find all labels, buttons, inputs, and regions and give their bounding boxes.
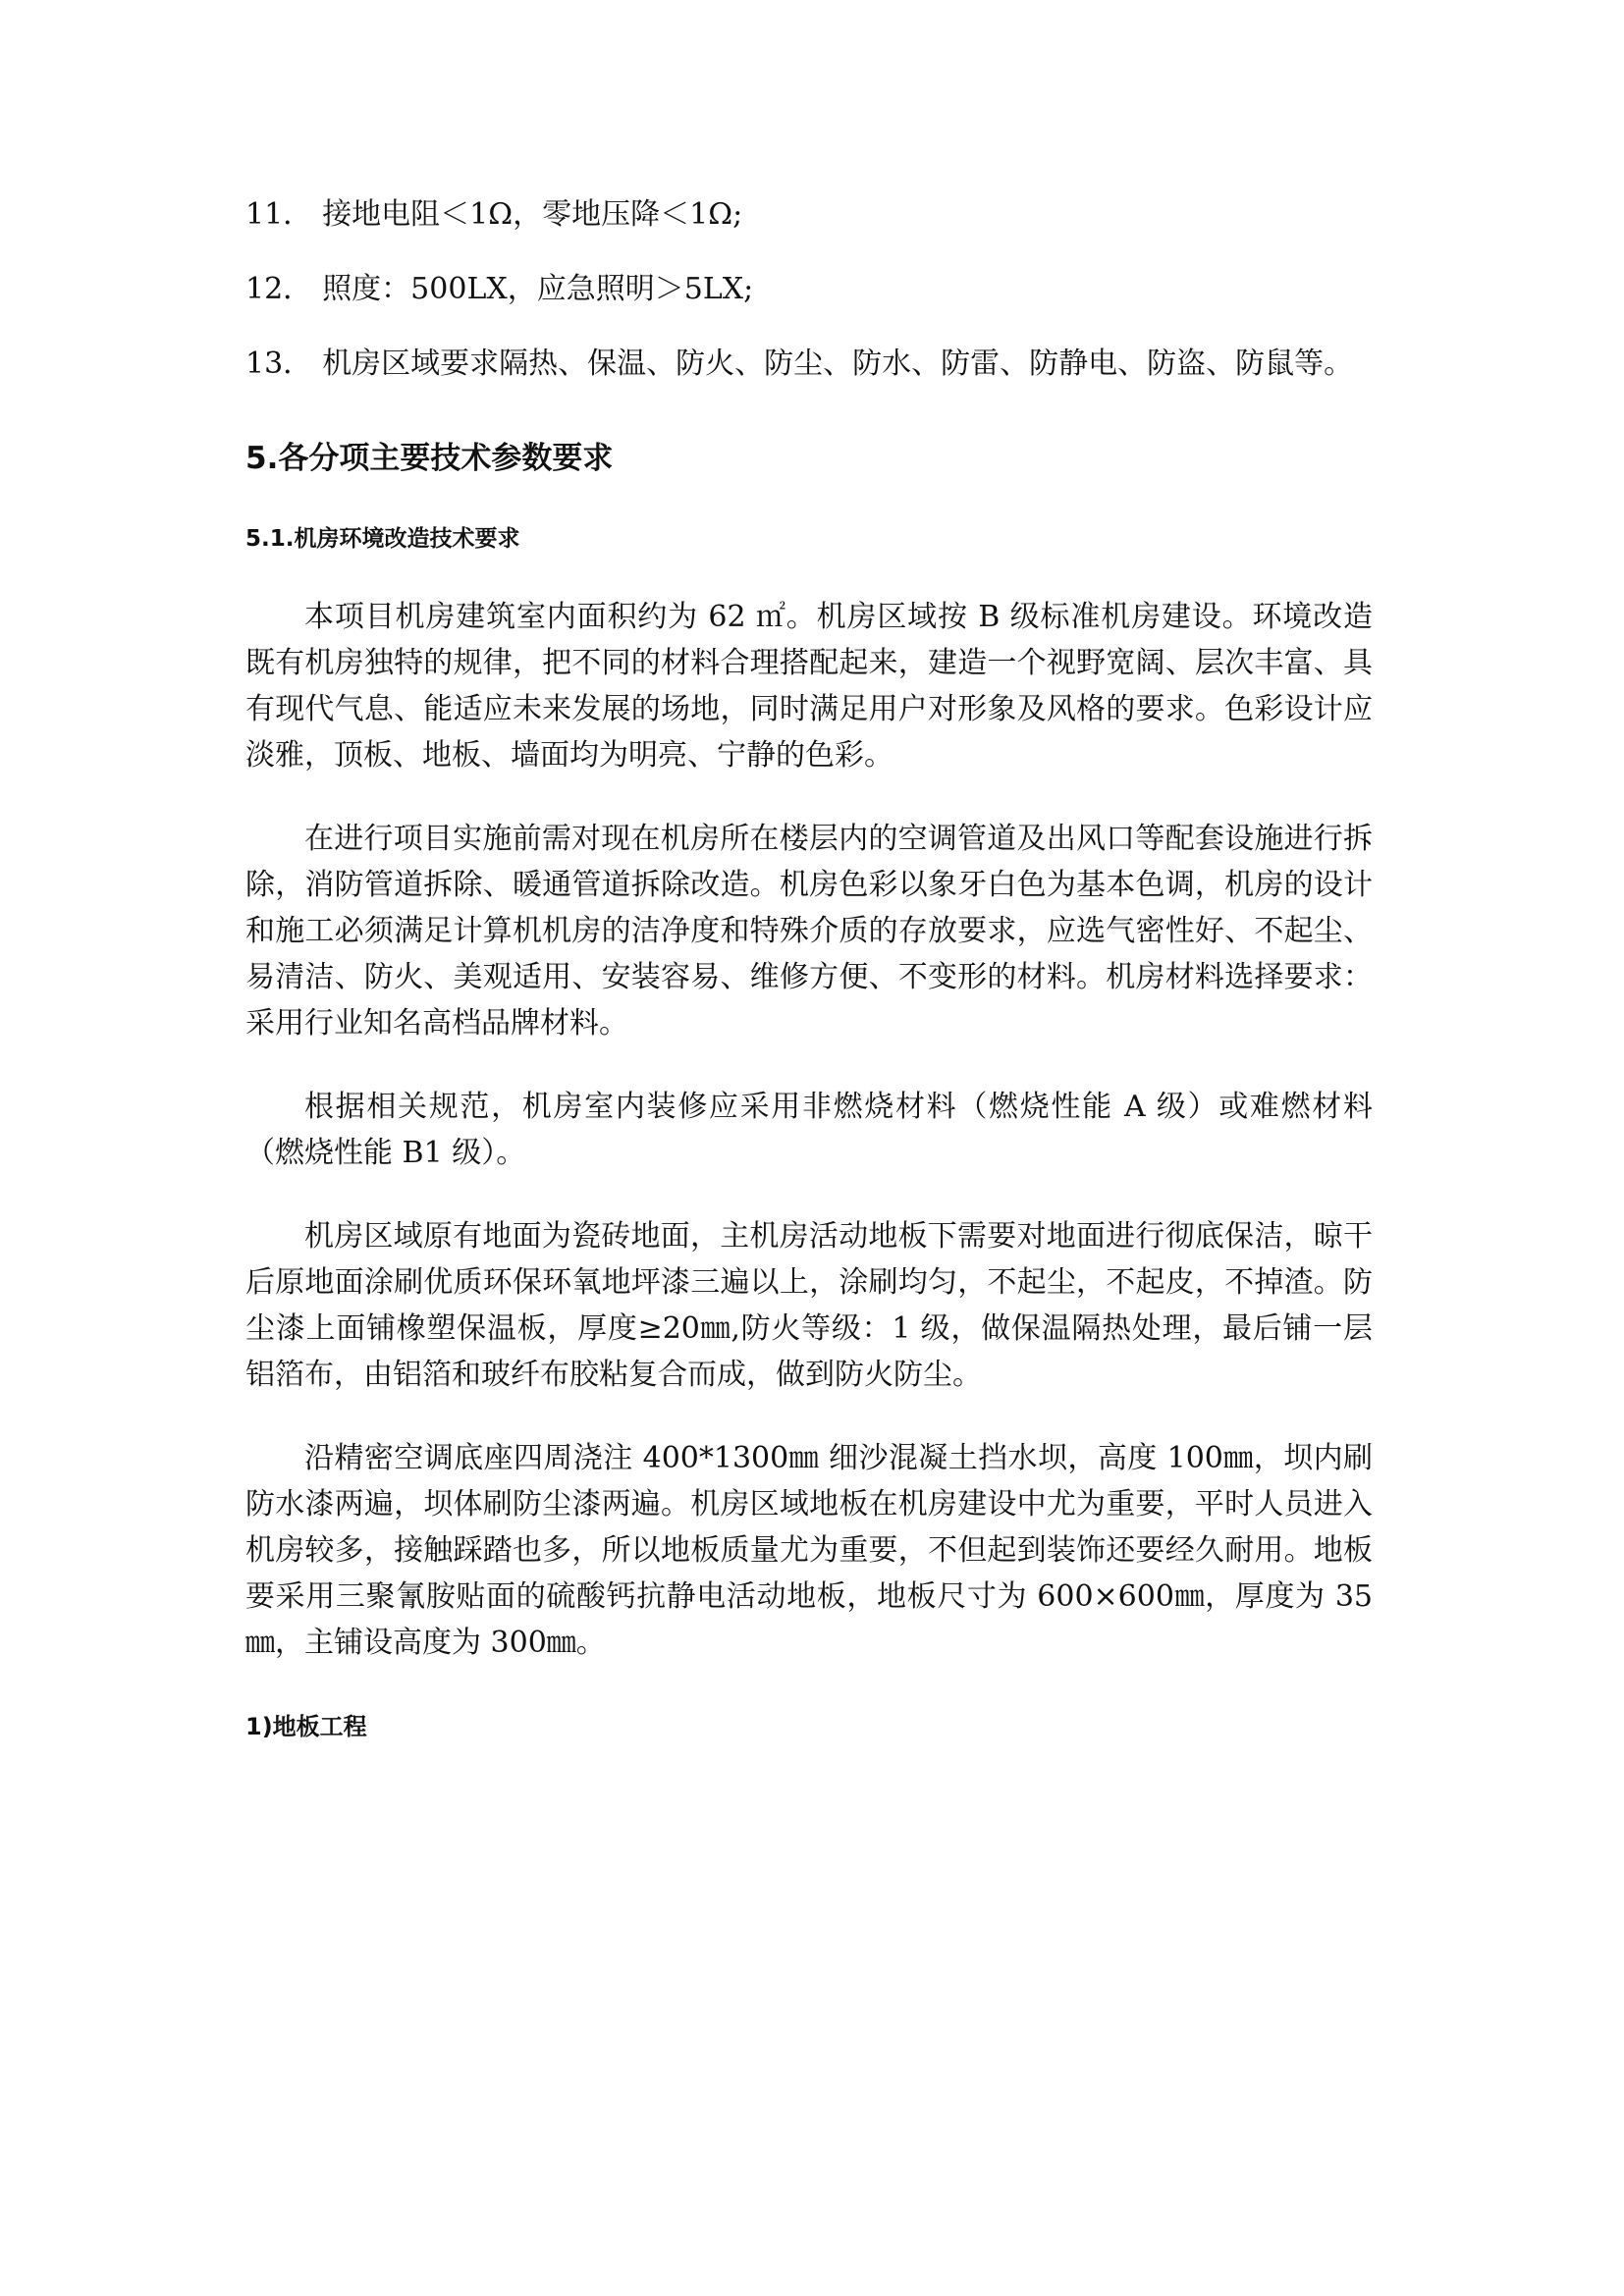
list-item-text: 机房区域要求隔热、保温、防火、防尘、防水、防雷、防静电、防盗、防鼠等。	[322, 347, 1354, 381]
paragraph-water-dam-and-floor: 沿精密空调底座四周浇注 400*1300㎜ 细沙混凝土挡水坝，高度 100㎜，坝内刷防水漆两遍，坝体刷防尘漆两遍。机房区域地板在机房建设中尤为重要，平时人员进入机房较多，接触踩踏也多，所以地板质量尤为重要，不但起到装饰还要经久耐用。地板要采用三聚氰胺贴面的硫酸钙抗静电活动地板，地板尺寸为 600×600㎜，厚度为 35㎜，主铺设高度为 300㎜。	[245, 1441, 1373, 1660]
list-item-12	[245, 266, 1373, 313]
paragraph-fire-rating: 根据相关规范，机房室内装修应采用非燃烧材料（燃烧性能 A 级）或难燃材料（燃烧性能 B1 级）。	[245, 1090, 1373, 1170]
item-heading-floor-works: 1)地板工程	[245, 1713, 367, 1740]
list-item-13	[245, 341, 1373, 388]
list-item-number: 13．	[245, 347, 313, 381]
list-item-number: 11．	[245, 197, 313, 232]
list-item-11	[245, 191, 1373, 239]
list-item-number: 12．	[245, 272, 313, 306]
paragraph-demolition-and-color: 在进行项目实施前需对现在机房所在楼层内的空调管道及出风口等配套设施进行拆除，消防管道拆除、暖通管道拆除改造。机房色彩以象牙白色为基本色调，机房的设计和施工必须满足计算机机房的洁净度和特殊介质的存放要求，应选气密性好、不起尘、易清洁、防火、美观适用、安装容易、维修方便、不变形的材料。机房材料选择要求：采用行业知名高档品牌材料。	[245, 822, 1373, 1041]
section-heading: 5.各分项主要技术参数要求	[245, 441, 614, 476]
paragraph-floor-treatment: 机房区域原有地面为瓷砖地面，主机房活动地板下需要对地面进行彻底保洁，晾干后原地面涂刷优质环保环氧地坪漆三遍以上，涂刷均匀，不起尘，不起皮，不掉渣。防尘漆上面铺橡塑保温板，厚度≥20㎜,防火等级：1 级，做保温隔热处理，最后铺一层铝箔布，由铝箔和玻纤布胶粘复合而成，做到防火防尘。	[245, 1219, 1373, 1392]
subsection-heading: 5.1.机房环境改造技术要求	[245, 526, 520, 552]
list-item-text: 接地电阻＜1Ω，零地压降＜1Ω;	[322, 197, 743, 232]
page-content	[245, 191, 1373, 1744]
paragraph-area-overview: 本项目机房建筑室内面积约为 62 ㎡。机房区域按 B 级标准机房建设。环境改造既有机房独特的规律，把不同的材料合理搭配起来，建造一个视野宽阔、层次丰富、具有现代气息、能适应未来发展的场地，同时满足用户对形象及风格的要求。色彩设计应淡雅，顶板、地板、墙面均为明亮、宁静的色彩。	[245, 600, 1373, 773]
list-item-text: 照度：500LX，应急照明＞5LX;	[322, 272, 754, 306]
